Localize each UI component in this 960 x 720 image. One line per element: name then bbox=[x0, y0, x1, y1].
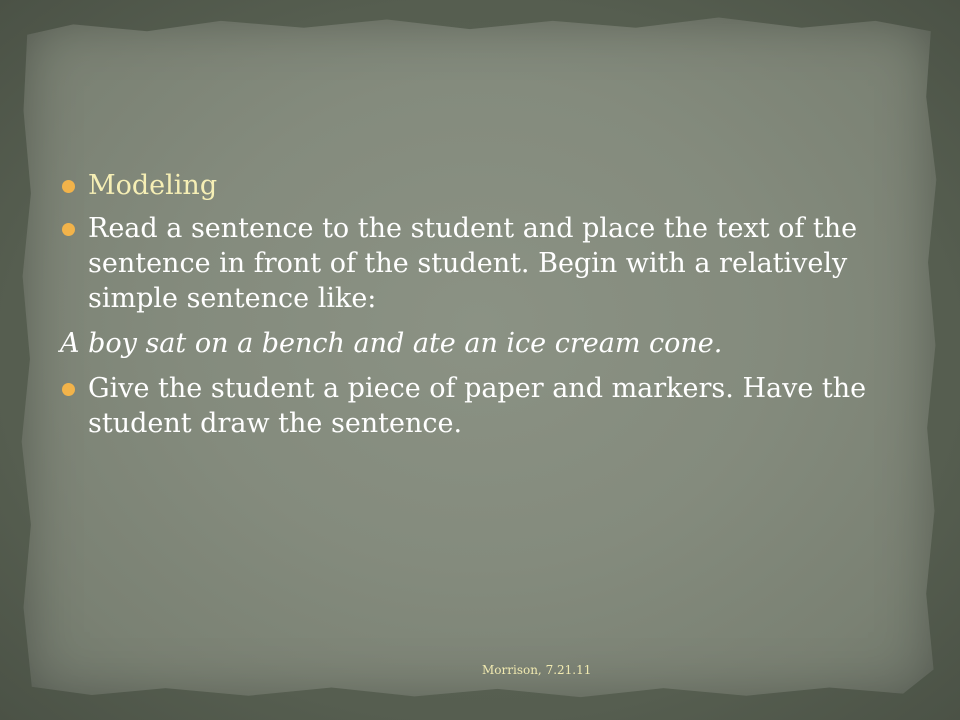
bullet-item-modeling bbox=[60, 168, 880, 203]
bullet-text: Read a sentence to the student and place the text of the sentence in front of the student. Begin with a relatively simple sentence like: bbox=[88, 213, 858, 314]
bullet-dot-icon bbox=[62, 383, 75, 396]
slide-body bbox=[60, 168, 880, 449]
example-sentence: A boy sat on a bench and ate an ice cream cone. bbox=[60, 328, 723, 359]
footer-credit: Morrison, 7.21.11 bbox=[482, 663, 592, 677]
bullet-item-read-sentence bbox=[60, 211, 880, 316]
bullet-item-draw bbox=[60, 371, 880, 441]
bullet-dot-icon bbox=[62, 223, 75, 236]
bullet-text: Modeling bbox=[88, 170, 218, 201]
bullet-text: Give the student a piece of paper and markers. Have the student draw the sentence. bbox=[88, 373, 867, 439]
bullet-dot-icon bbox=[62, 180, 75, 193]
